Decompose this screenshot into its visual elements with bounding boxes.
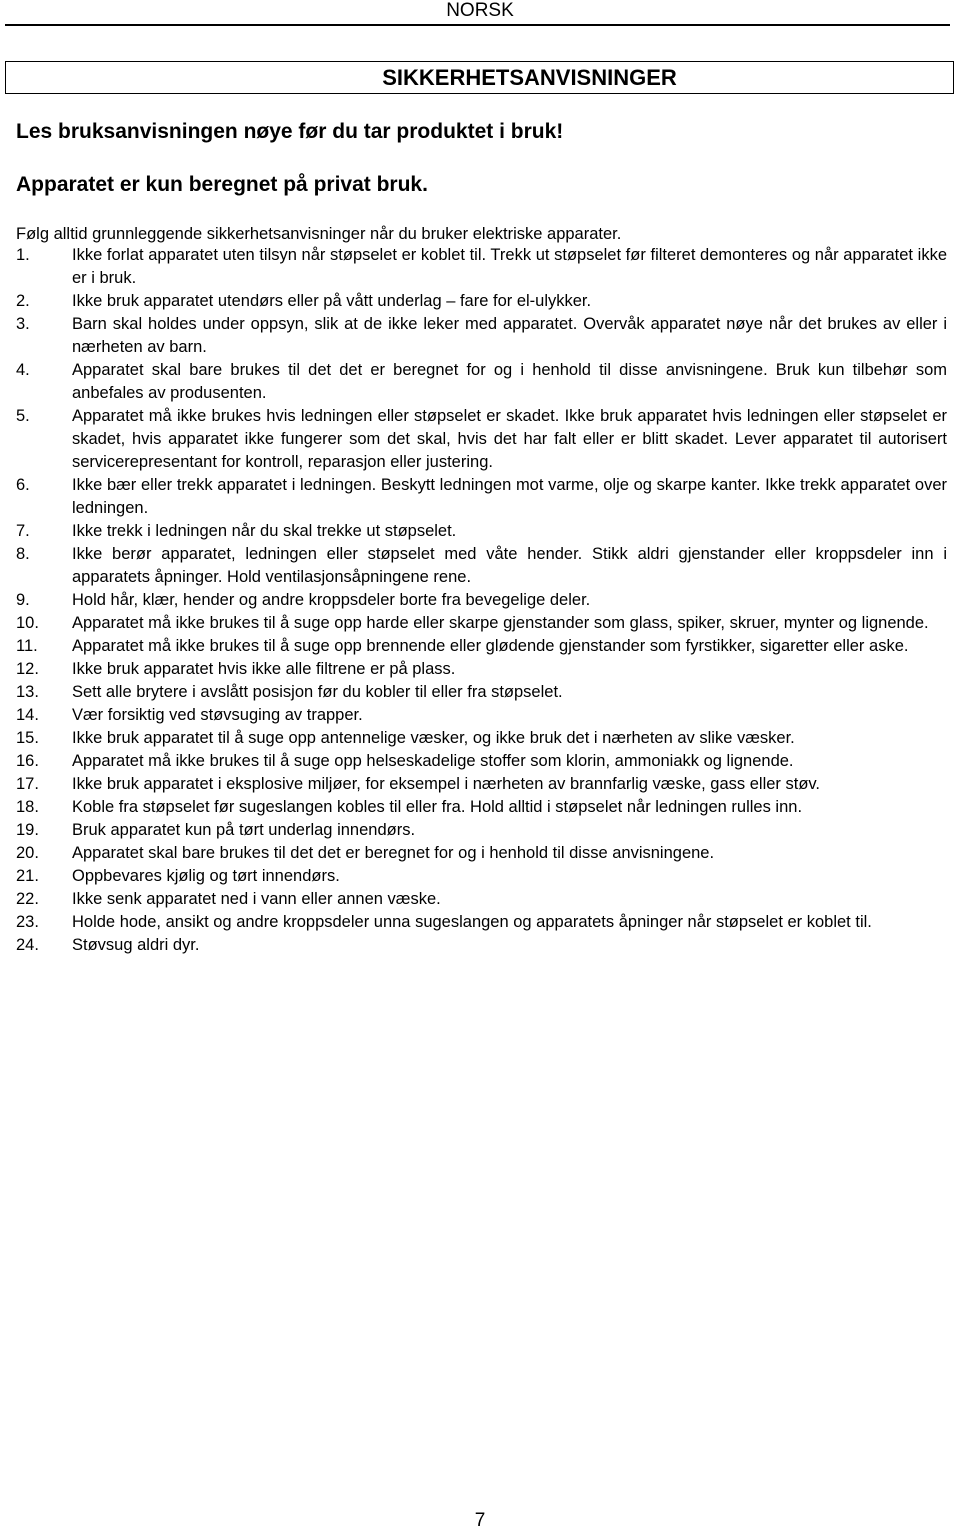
- list-item-number: 21.: [16, 867, 39, 885]
- list-item-text: Holde hode, ansikt og andre kroppsdeler unna sugeslangen og apparatets åpninger når støpselet er koblet til.: [72, 913, 872, 931]
- list-item-number: 15.: [16, 729, 39, 747]
- list-item-text: Ikke forlat apparatet uten tilsyn når støpselet er koblet til. Trekk ut støpselet før filteret demonteres og når apparatet ikke er i bruk.: [72, 246, 947, 287]
- list-item: [16, 612, 947, 635]
- page-title: SIKKERHETSANVISNINGER: [382, 64, 677, 90]
- list-item-number: 7.: [16, 522, 30, 540]
- list-item-number: 14.: [16, 706, 39, 724]
- list-item: [16, 842, 947, 865]
- list-item: [16, 589, 947, 612]
- list-item: [16, 888, 947, 911]
- list-item-number: 8.: [16, 545, 30, 563]
- page-number: 7: [474, 1510, 486, 1531]
- list-item-text: Apparatet må ikke brukes til å suge opp brennende eller glødende gjenstander som fyrstikker, sigaretter eller aske.: [72, 637, 909, 655]
- safety-list: [16, 244, 947, 957]
- list-item-number: 13.: [16, 683, 39, 701]
- language-header: NORSK: [446, 0, 514, 21]
- header-divider: [5, 24, 950, 26]
- list-item-number: 18.: [16, 798, 39, 816]
- list-item-number: 12.: [16, 660, 39, 678]
- list-item: [16, 543, 947, 589]
- title-box: [5, 61, 954, 94]
- list-item-text: Ikke bruk apparatet utendørs eller på vått underlag – fare for el-ulykker.: [72, 292, 592, 310]
- list-item-text: Koble fra støpselet før sugeslangen kobles til eller fra. Hold alltid i støpselet når ledningen rulles inn.: [72, 798, 803, 816]
- intro-text: Følg alltid grunnleggende sikkerhetsanvisninger når du bruker elektriske apparater.: [16, 225, 622, 243]
- list-item-text: Ikke bruk apparatet hvis ikke alle filtrene er på plass.: [72, 660, 456, 678]
- list-item-text: Oppbevares kjølig og tørt innendørs.: [72, 867, 340, 885]
- list-item: [16, 474, 947, 520]
- list-item-text: Hold hår, klær, hender og andre kroppsdeler borte fra bevegelige deler.: [72, 591, 591, 609]
- lead-private-use: Apparatet er kun beregnet på privat bruk.: [16, 173, 428, 196]
- list-item-number: 19.: [16, 821, 39, 839]
- list-item: [16, 934, 947, 957]
- list-item-text: Apparatet må ikke brukes til å suge opp harde eller skarpe gjenstander som glass, spiker, skruer, mynter og lignende.: [72, 614, 929, 632]
- list-item-text: Sett alle brytere i avslått posisjon før du kobler til eller fra støpselet.: [72, 683, 563, 701]
- list-item-text: Ikke senk apparatet ned i vann eller annen væske.: [72, 890, 441, 908]
- list-item-number: 23.: [16, 913, 39, 931]
- list-item: [16, 796, 947, 819]
- list-item-number: 20.: [16, 844, 39, 862]
- list-item: [16, 727, 947, 750]
- list-item: [16, 865, 947, 888]
- list-item-number: 10.: [16, 614, 39, 632]
- list-item: [16, 290, 947, 313]
- list-item-text: Ikke trekk i ledningen når du skal trekke ut støpselet.: [72, 522, 457, 540]
- list-item: [16, 773, 947, 796]
- list-item-text: Støvsug aldri dyr.: [72, 936, 200, 954]
- list-item: [16, 819, 947, 842]
- list-item-text: Ikke bær eller trekk apparatet i ledningen. Beskytt ledningen mot varme, olje og skarpe kanter. Ikke trekk apparatet over ledningen.: [72, 476, 947, 517]
- list-item: [16, 658, 947, 681]
- list-item-text: Barn skal holdes under oppsyn, slik at de ikke leker med apparatet. Overvåk apparatet nøye når det brukes av eller i nærheten av barn.: [72, 315, 947, 356]
- list-item-text: Apparatet må ikke brukes hvis ledningen eller støpselet er skadet. Ikke bruk apparatet hvis ledningen eller støpselet er skadet, hvis apparatet ikke fungerer som det skal, hvis det har falt eller er blitt skadet. Lever apparatet til autorisert servicerepresentant for kontroll, reparasjon eller justering.: [72, 407, 947, 471]
- list-item: [16, 704, 947, 727]
- list-item: [16, 681, 947, 704]
- list-item: [16, 359, 947, 405]
- list-item-number: 16.: [16, 752, 39, 770]
- list-item-text: Apparatet skal bare brukes til det det er beregnet for og i henhold til disse anvisningene.: [72, 844, 715, 862]
- list-item-number: 3.: [16, 315, 30, 333]
- list-item-number: 24.: [16, 936, 39, 954]
- list-item: [16, 911, 947, 934]
- lead-warning: Les bruksanvisningen nøye før du tar produktet i bruk!: [16, 120, 564, 143]
- list-item: [16, 244, 947, 290]
- list-item-number: 6.: [16, 476, 30, 494]
- list-item-number: 22.: [16, 890, 39, 908]
- list-item-text: Ikke berør apparatet, ledningen eller støpselet med våte hender. Stikk aldri gjenstander eller kroppsdeler inn i apparatets åpninger. Hold ventilasjonsåpningene rene.: [72, 545, 947, 586]
- list-item: [16, 520, 947, 543]
- list-item-text: Vær forsiktig ved støvsuging av trapper.: [72, 706, 363, 724]
- list-item-number: 5.: [16, 407, 30, 425]
- list-item-number: 2.: [16, 292, 30, 310]
- list-item-text: Ikke bruk apparatet til å suge opp antennelige væsker, og ikke bruk det i nærheten av slike væsker.: [72, 729, 795, 747]
- list-item: [16, 405, 947, 474]
- list-item: [16, 750, 947, 773]
- list-item-text: Ikke bruk apparatet i eksplosive miljøer, for eksempel i nærheten av brannfarlig væske, gass eller støv.: [72, 775, 821, 793]
- list-item: [16, 635, 947, 658]
- list-item-number: 11.: [16, 637, 38, 655]
- list-item-text: Apparatet skal bare brukes til det det er beregnet for og i henhold til disse anvisningene. Bruk kun tilbehør som anbefales av produsenten.: [72, 361, 947, 402]
- list-item: [16, 313, 947, 359]
- list-item-number: 4.: [16, 361, 30, 379]
- list-item-text: Bruk apparatet kun på tørt underlag innendørs.: [72, 821, 416, 839]
- list-item-text: Apparatet må ikke brukes til å suge opp helseskadelige stoffer som klorin, ammoniakk og lignende.: [72, 752, 794, 770]
- list-item-number: 17.: [16, 775, 39, 793]
- list-item-number: 1.: [16, 246, 30, 264]
- list-item-number: 9.: [16, 591, 30, 609]
